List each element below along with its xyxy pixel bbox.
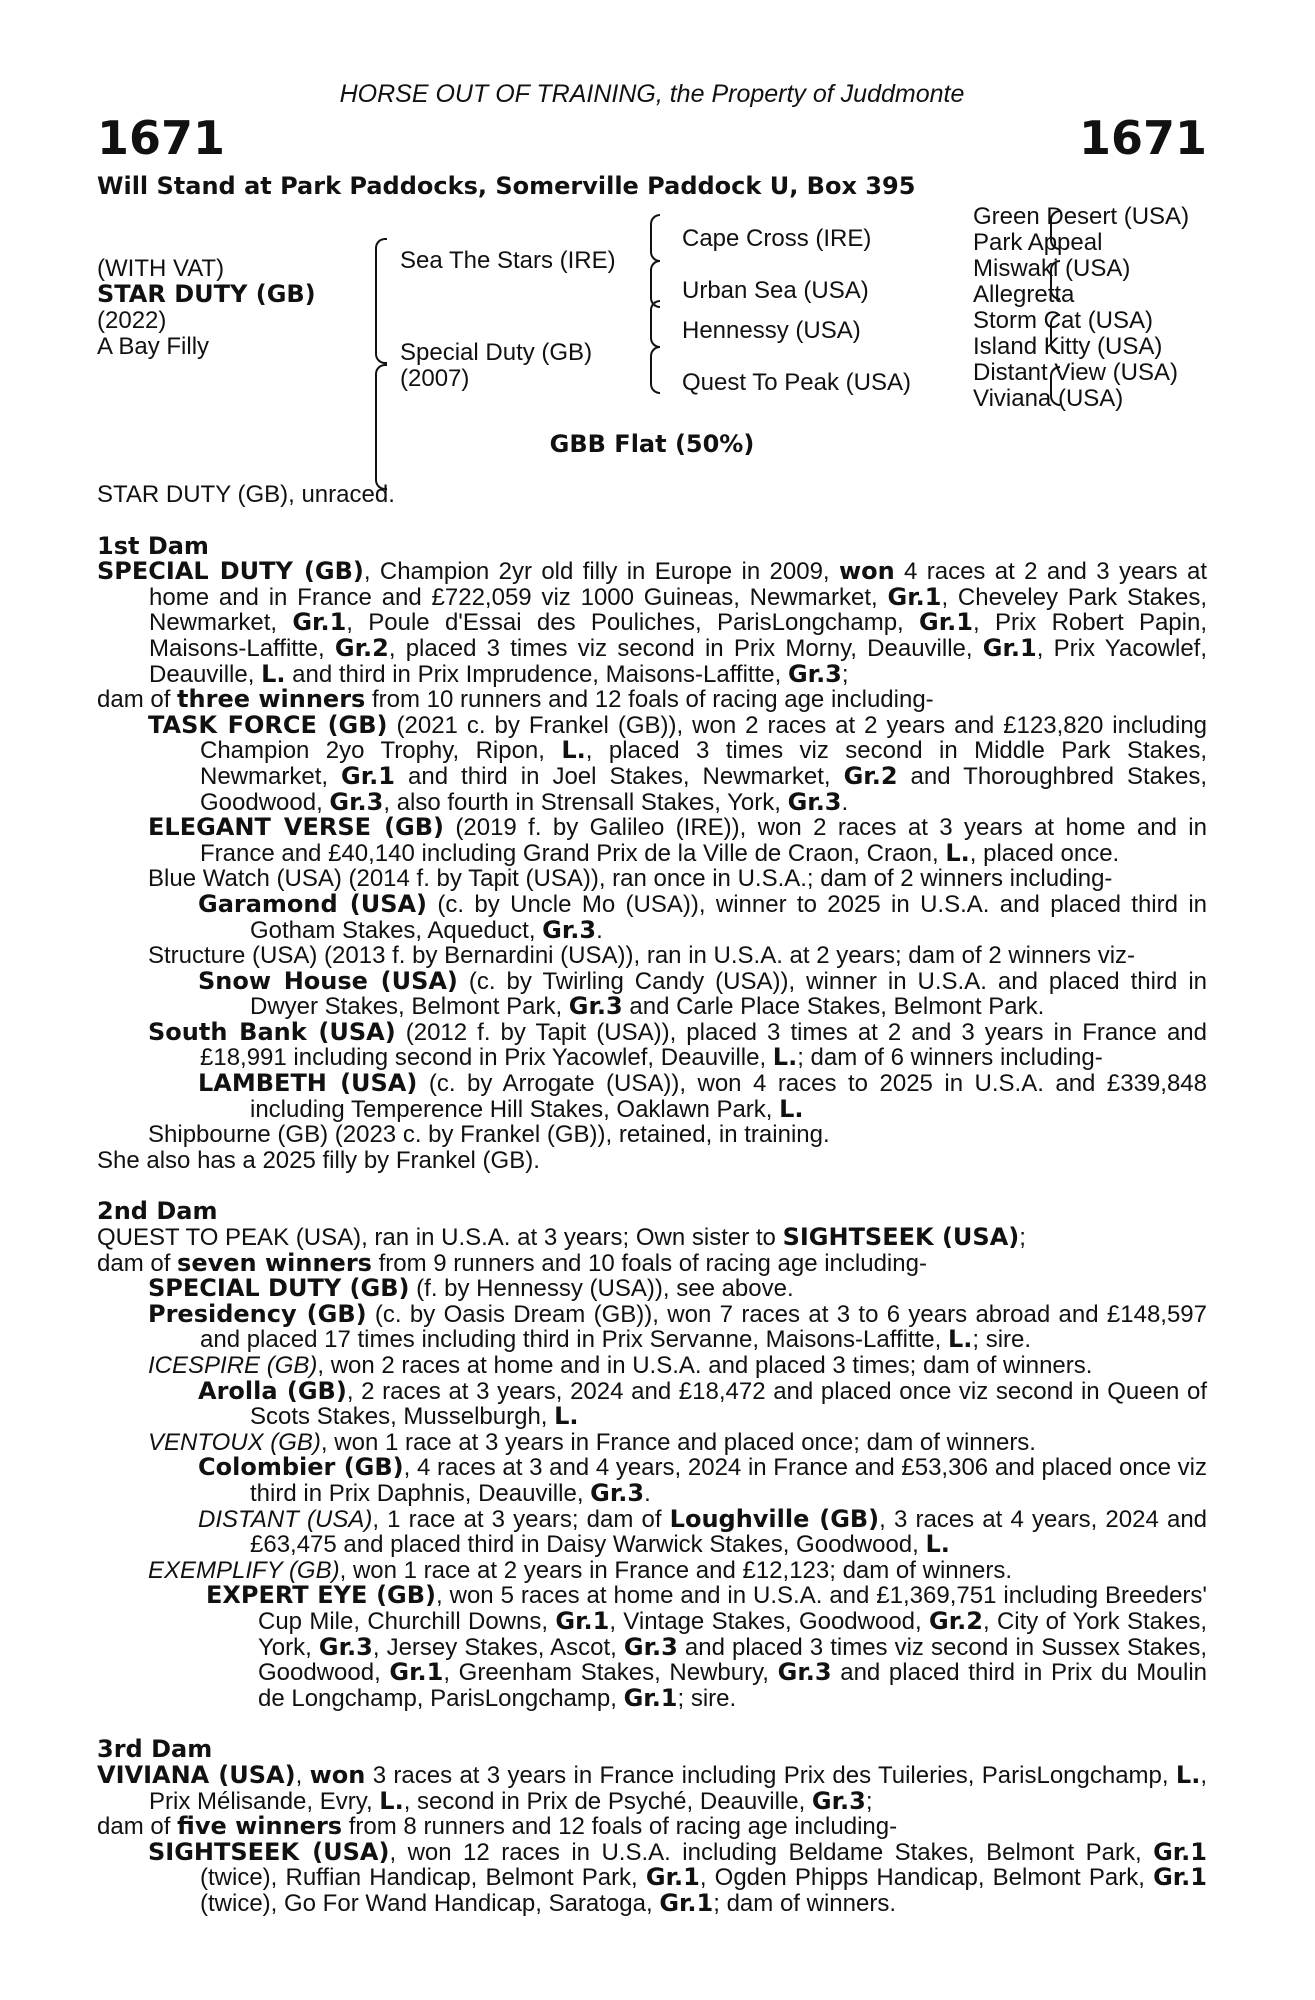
produce-exemplify: EXEMPLIFY (GB), won 1 race at 2 years in France and £12,123; dam of winners.: [148, 1556, 1012, 1584]
dam1-damof: dam of three winners from 10 runners and 12 foals of racing age including-: [97, 685, 934, 714]
brace-dd: [650, 346, 660, 394]
ped-sss: Green Desert (USA): [973, 203, 1190, 230]
ped-dss: Storm Cat (USA): [973, 307, 1154, 334]
produce-elegant-verse: ELEGANT VERSE (GB) (2019 f. by Galileo (IRE)), won 2 races at 3 years at home and in France and £40,140 including Grand Prix de la Ville de Craon, Craon, L., placed once.: [148, 813, 1207, 867]
produce-expert-eye: EXPERT EYE (GB), won 5 races at home and in U.S.A. and £1,369,751 including Breeders' Cup Mile, Churchill Downs, Gr.1, Vintage Stakes, Goodwood, Gr.2, City of York Stakes, York, Gr.3, Jersey Stakes, Ascot, Gr.3 and placed 3 times viz second in Sussex Stakes, Goodwood, Gr.1, Greenham Stakes, Newbury, Gr.3 and placed third in Prix du Moulin de Longchamp, ParisLongchamp, Gr.1; sire.: [206, 1581, 1208, 1712]
pedigree-dam: Special Duty (GB): [400, 339, 593, 366]
produce-sightseek: SIGHTSEEK (USA), won 12 races in U.S.A. including Beldame Stakes, Belmont Park, Gr.1 (twice), Ruffian Handicap, Belmont Park, Gr.1, Ogden Phipps Handicap, Belmont Park, Gr.1 (twice), Go For Wand Handicap, Saratoga, Gr.1; dam of winners.: [148, 1837, 1207, 1917]
lot-number-right: 1671: [1078, 111, 1207, 165]
ped-dds: Distant View (USA): [973, 359, 1178, 386]
dam3-record: VIVIANA (USA), won 3 races at 3 years in France including Prix des Tuileries, ParisLongchamp, L., Prix Mélisande, Evry, L., second in Prix de Psyché, Deauville, Gr.3;: [97, 1760, 1208, 1815]
vat-note: (WITH VAT): [97, 255, 225, 282]
produce-lambeth: LAMBETH (USA) (c. by Arrogate (USA)), won 4 races to 2025 in U.S.A. and £339,848 including Temperence Hill Stakes, Oaklawn Park, L.: [198, 1069, 1207, 1123]
produce-ventoux: VENTOUX (GB), won 1 race at 3 years in France and placed once; dam of winners.: [148, 1428, 1036, 1456]
produce-task-force: TASK FORCE (GB) (2021 c. by Frankel (GB)), won 2 races at 2 years and £123,820 including Champion 2yo Trophy, Ripon, L., placed 3 times viz second in Middle Park Stakes, Newmarket, Gr.1 and third in Joel Stakes, Newmarket, Gr.2 and Thoroughbred Stakes, Goodwood, Gr.3, also fourth in Strensall Stakes, York, Gr.3.: [148, 710, 1208, 816]
horse-name: STAR DUTY (GB): [97, 280, 316, 308]
page-subtitle: HORSE OUT OF TRAINING, the Property of Juddmonte: [339, 80, 965, 108]
produce-shipbourne: Shipbourne (GB) (2023 c. by Frankel (GB)), retained, in training.: [148, 1121, 830, 1149]
produce-icespire: ICESPIRE (GB), won 2 races at home and in U.S.A. and placed 3 times; dam of winners.: [148, 1352, 1093, 1379]
dam3-heading: 3rd Dam: [97, 1735, 213, 1764]
ped-sds: Miswaki (USA): [973, 255, 1131, 282]
dam2-damof: dam of seven winners from 9 runners and 10 foals of racing age including-: [97, 1248, 927, 1277]
dam1-record: SPECIAL DUTY (GB), Champion 2yr old filly in Europe in 2009, won 4 races at 2 and 3 years at home and in France and £722,059 viz 1000 Guineas, Newmarket, Gr.1, Cheveley Park Stakes, Newmarket, Gr.1, Poule d'Essai des Pouliches, ParisLongchamp, Gr.1, Prix Robert Papin, Maisons-Laffitte, Gr.2, placed 3 times viz second in Prix Morny, Deauville, Gr.1, Prix Yacowlef, Deauville, L. and third in Prix Imprudence, Maisons-Laffitte, Gr.3;: [97, 557, 1208, 688]
pedigree-dam-sire: Hennessy (USA): [682, 317, 861, 344]
brace-sire: [375, 238, 387, 364]
pedigree-dam-year: (2007): [400, 365, 470, 392]
produce-colombier: Colombier (GB), 4 races at 3 and 4 years, 2024 in France and £53,306 and placed once viz third in Prix Daphnis, Deauville, Gr.3.: [198, 1453, 1207, 1507]
dam3-damof: dam of five winners from 8 runners and 12 foals of racing age including-: [97, 1812, 898, 1841]
dam2-heading: 2nd Dam: [97, 1197, 218, 1226]
pedigree-table: [97, 204, 1207, 504]
brace-ds: [650, 300, 660, 348]
produce-south-bank: South Bank (USA) (2012 f. by Tapit (USA)), placed 3 times at 2 and 3 years in France and £18,991 including second in Prix Yacowlef, Deauville, L.; dam of 6 winners including-: [148, 1017, 1207, 1072]
ped-dsd: Island Kitty (USA): [973, 333, 1163, 360]
dam2-record: QUEST TO PEAK (USA), ran in U.S.A. at 3 years; Own sister to SIGHTSEEK (USA);: [97, 1223, 1026, 1252]
dam1-heading: 1st Dam: [97, 531, 209, 560]
stand-location: Will Stand at Park Paddocks, Somerville Paddock U, Box 395: [97, 172, 916, 200]
dam1-also: She also has a 2025 filly by Frankel (GB).: [97, 1146, 540, 1174]
horse-year: (2022): [97, 307, 167, 334]
horse-description: A Bay Filly: [97, 333, 210, 360]
produce-garamond: Garamond (USA) (c. by Uncle Mo (USA)), winner to 2025 in U.S.A. and placed third in Gotham Stakes, Aqueduct, Gr.3.: [198, 889, 1208, 944]
produce-blue-watch: Blue Watch (USA) (2014 f. by Tapit (USA)), ran once in U.S.A.; dam of 2 winners including-: [148, 865, 1113, 893]
pedigree-dam-dam: Quest To Peak (USA): [682, 369, 911, 396]
flat-rating: GBB Flat (50%): [549, 430, 755, 458]
pedigree-sire-dam: Urban Sea (USA): [682, 277, 869, 304]
pedigree-sire-sire: Cape Cross (IRE): [682, 225, 872, 252]
pedigree-sire: Sea The Stars (IRE): [400, 247, 616, 274]
brace-dam: [375, 364, 387, 490]
produce-snow-house: Snow House (USA) (c. by Twirling Candy (USA)), winner in U.S.A. and placed third in Dwyer Stakes, Belmont Park, Gr.3 and Carle Place Stakes, Belmont Park.: [198, 966, 1208, 1021]
catalogue-body: [97, 482, 1207, 1916]
lot-number-left: 1671: [97, 111, 226, 165]
ped-sdd: Allegretta: [973, 281, 1075, 308]
ped-ddd: Viviana (USA): [973, 385, 1124, 412]
produce-structure: Structure (USA) (2013 f. by Bernardini (USA)), ran in U.S.A. at 2 years; dam of 2 winners viz-: [148, 942, 1136, 970]
produce-distant: DISTANT (USA), 1 race at 3 years; dam of Loughville (GB), 3 races at 4 years, 2024 and £63,475 and placed third in Daisy Warwick Stakes, Goodwood, L.: [198, 1504, 1208, 1559]
produce-presidency: Presidency (GB) (c. by Oasis Dream (GB)), won 7 races at 3 to 6 years abroad and £148,597 and placed 17 times including third in Prix Servanne, Maisons-Laffitte, L.; sire.: [148, 1299, 1207, 1354]
brace-ss: [650, 214, 660, 262]
ped-ssd: Park Appeal: [973, 229, 1103, 256]
unraced-note: STAR DUTY (GB), unraced.: [97, 481, 395, 508]
produce-special-duty: SPECIAL DUTY (GB) (f. by Hennessy (USA)), see above.: [148, 1274, 794, 1303]
produce-arolla: Arolla (GB), 2 races at 3 years, 2024 and £18,472 and placed once viz second in Queen of Scots Stakes, Musselburgh, L.: [198, 1376, 1207, 1431]
